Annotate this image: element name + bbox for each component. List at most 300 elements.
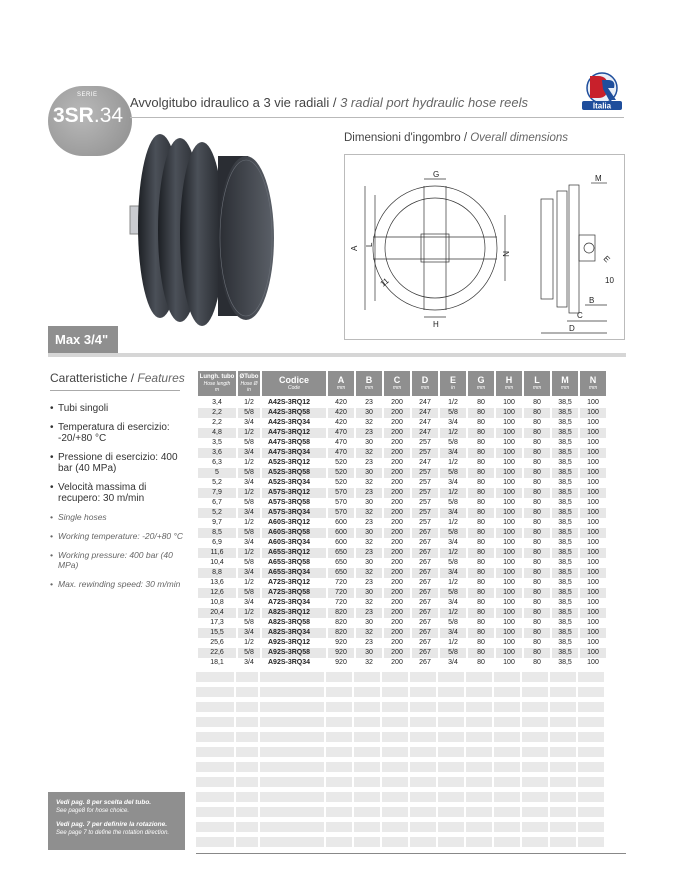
empty-cell — [382, 792, 408, 802]
empty-cell — [522, 717, 548, 727]
cell-d: 257 — [419, 479, 431, 486]
empty-cell — [196, 777, 234, 787]
cell-m: 38,5 — [558, 639, 572, 646]
empty-cell — [260, 747, 324, 757]
cell-a: 470 — [328, 428, 354, 438]
column-header-label: G — [477, 375, 485, 385]
column-header-sublabel: mm — [476, 385, 486, 391]
cell-code: A92S-3RQ34 — [268, 659, 311, 666]
cell-hose-length: 2,2 — [212, 419, 222, 426]
column-header-sublabel: mm — [420, 385, 430, 391]
empty-cell — [236, 717, 258, 727]
cell-a: 720 — [328, 588, 354, 598]
column-header-label: Codice — [278, 375, 309, 385]
cell-l: 80 — [533, 459, 541, 466]
empty-cell — [236, 837, 258, 847]
cell-h: 100 — [503, 639, 515, 646]
cell-g: 80 — [468, 628, 494, 638]
dimensions-title-italian: Dimensioni d'ingombro — [344, 132, 461, 144]
cell-g: 80 — [477, 499, 485, 506]
cell-b: 30 — [356, 408, 382, 418]
empty-cell — [196, 807, 234, 817]
cell-l: 80 — [524, 588, 550, 598]
cell-hose-length: 22,6 — [198, 648, 236, 658]
cell-h: 100 — [496, 408, 522, 418]
cell-d: 267 — [412, 628, 438, 638]
column-header-e — [440, 371, 466, 398]
cell-b: 23 — [365, 459, 373, 466]
cell-l: 80 — [524, 648, 550, 658]
feature-item-english: • Single hoses — [50, 512, 185, 522]
column-header-sublabel: mm — [504, 385, 514, 391]
empty-row — [196, 822, 604, 832]
empty-cell — [550, 777, 576, 787]
empty-cell — [410, 702, 436, 712]
empty-cell — [410, 732, 436, 742]
empty-cell — [578, 732, 604, 742]
empty-cell — [466, 807, 492, 817]
empty-cell — [382, 732, 408, 742]
cell-n: 100 — [587, 599, 599, 606]
empty-cell — [494, 702, 520, 712]
cell-a: 820 — [328, 628, 354, 638]
table-row — [198, 648, 606, 658]
cell-h: 100 — [503, 419, 515, 426]
series-label: SERIE — [77, 92, 98, 98]
cell-e: 5/8 — [448, 619, 458, 626]
cell-m: 38,5 — [558, 499, 572, 506]
cell-d: 257 — [412, 448, 438, 458]
cell-e: 1/2 — [440, 428, 466, 438]
empty-cell — [382, 747, 408, 757]
cell-n: 100 — [587, 399, 599, 406]
empty-cell — [354, 837, 380, 847]
cell-code: A82S-3RQ34 — [262, 628, 326, 638]
column-header-unit: m — [214, 387, 220, 393]
features-title — [50, 371, 185, 385]
cell-e: 3/4 — [448, 659, 458, 666]
cell-n: 100 — [580, 408, 606, 418]
cell-m: 38,5 — [558, 559, 572, 566]
cell-c: 200 — [391, 579, 403, 586]
cell-e: 3/4 — [448, 599, 458, 606]
column-header-l — [524, 371, 550, 398]
cell-code: A52S-3RQ34 — [268, 479, 311, 486]
cell-m: 38,5 — [552, 608, 578, 618]
cell-c: 200 — [384, 648, 410, 658]
cell-g: 80 — [477, 459, 485, 466]
cell-g: 80 — [468, 548, 494, 558]
table-row — [198, 628, 606, 638]
cell-code: A47S-3RQ12 — [262, 428, 326, 438]
cell-hose-length: 10,4 — [210, 559, 224, 566]
cell-hose-diameter: 3/4 — [244, 599, 254, 606]
cell-h: 100 — [496, 628, 522, 638]
reel-face — [218, 156, 274, 320]
empty-cell — [196, 687, 234, 697]
dim-label-m: M — [595, 174, 602, 183]
features-list — [50, 403, 185, 598]
cell-h: 100 — [503, 659, 515, 666]
title-separator: / — [332, 95, 337, 110]
note-hose-choice-english: See page8 for hose choice. — [56, 808, 130, 814]
empty-cell — [522, 732, 548, 742]
table-row — [198, 548, 606, 558]
table-row — [198, 428, 606, 438]
table-row — [198, 618, 606, 628]
cell-code: A42S-3RQ12 — [268, 399, 311, 406]
empty-cell — [578, 792, 604, 802]
empty-cell — [494, 762, 520, 772]
cell-g: 80 — [477, 559, 485, 566]
cell-a: 520 — [328, 468, 354, 478]
cell-hose-length: 13,6 — [210, 579, 224, 586]
cell-c: 200 — [391, 459, 403, 466]
cell-a: 820 — [335, 619, 347, 626]
cell-b: 23 — [356, 428, 382, 438]
cell-hose-length: 20,4 — [198, 608, 236, 618]
column-header-label: D — [421, 375, 429, 385]
cell-code: A47S-3RQ58 — [268, 439, 311, 446]
cell-code: A52S-3RQ12 — [268, 459, 311, 466]
empty-cell — [466, 747, 492, 757]
dim-label-b: B — [589, 296, 595, 305]
empty-cell — [550, 702, 576, 712]
cell-n: 100 — [580, 488, 606, 498]
empty-cell — [466, 672, 492, 682]
cell-a: 820 — [328, 608, 354, 618]
cell-g: 80 — [468, 488, 494, 498]
cell-l: 80 — [533, 619, 541, 626]
empty-cell — [522, 747, 548, 757]
cell-c: 200 — [384, 408, 410, 418]
column-header-c — [384, 371, 410, 398]
empty-cell — [326, 792, 352, 802]
cell-d: 267 — [419, 579, 431, 586]
cell-hose-length: 15,5 — [198, 628, 236, 638]
cell-m: 38,5 — [552, 568, 578, 578]
cell-g: 80 — [477, 399, 485, 406]
cell-b: 30 — [356, 468, 382, 478]
cell-d: 257 — [419, 499, 431, 506]
empty-cell — [196, 702, 234, 712]
cell-hose-diameter: 3/4 — [244, 539, 254, 546]
table-row — [198, 638, 606, 648]
empty-cell — [236, 732, 258, 742]
cell-hose-length: 3,4 — [212, 399, 222, 406]
cell-g: 80 — [468, 448, 494, 458]
cell-hose-diameter: 1/2 — [238, 608, 260, 618]
cell-d: 267 — [419, 659, 431, 666]
cell-a: 420 — [335, 399, 347, 406]
table-row — [198, 468, 606, 478]
cell-e: 1/2 — [440, 608, 466, 618]
cell-hose-length: 9,7 — [212, 519, 222, 526]
cell-c: 200 — [391, 439, 403, 446]
cell-n: 100 — [580, 648, 606, 658]
cell-m: 38,5 — [552, 448, 578, 458]
table-row — [198, 478, 606, 488]
cell-m: 38,5 — [552, 588, 578, 598]
cell-g: 80 — [477, 479, 485, 486]
cell-e: 1/2 — [448, 459, 458, 466]
dim-label-d: D — [569, 324, 575, 333]
cell-b: 32 — [365, 659, 373, 666]
cell-d: 267 — [419, 539, 431, 546]
cell-h: 100 — [503, 579, 515, 586]
cell-d: 257 — [419, 439, 431, 446]
cell-code: A72S-3RQ12 — [268, 579, 311, 586]
column-header-g — [468, 371, 494, 398]
title-english: 3 radial port hydraulic hose reels — [340, 95, 528, 110]
column-header-unit: in — [247, 387, 251, 393]
cell-h: 100 — [496, 468, 522, 478]
empty-row — [196, 672, 604, 682]
cell-m: 38,5 — [552, 648, 578, 658]
cell-a: 420 — [335, 419, 347, 426]
empty-cell — [382, 822, 408, 832]
empty-cell — [494, 717, 520, 727]
features-title-english: Features — [137, 371, 185, 385]
cell-m: 38,5 — [558, 619, 572, 626]
cell-e: 5/8 — [448, 559, 458, 566]
cell-g: 80 — [468, 588, 494, 598]
cell-c: 200 — [384, 628, 410, 638]
cell-g: 80 — [468, 648, 494, 658]
title-divider — [130, 117, 624, 118]
table-row — [198, 508, 606, 518]
column-header-a — [328, 371, 354, 398]
column-header-n — [580, 371, 606, 398]
cell-code: A57S-3RQ58 — [268, 499, 311, 506]
empty-cell — [382, 717, 408, 727]
cell-b: 23 — [365, 639, 373, 646]
empty-cell — [236, 762, 258, 772]
cell-l: 80 — [524, 488, 550, 498]
cell-b: 23 — [356, 488, 382, 498]
empty-cell — [522, 837, 548, 847]
empty-cell — [410, 687, 436, 697]
cell-e: 1/2 — [448, 519, 458, 526]
empty-table-rows — [196, 672, 604, 852]
series-code-bold: 3SR — [53, 104, 94, 127]
empty-cell — [550, 687, 576, 697]
cell-code: A82S-3RQ58 — [268, 619, 311, 626]
empty-cell — [326, 717, 352, 727]
cell-n: 100 — [587, 439, 599, 446]
column-header-sublabel: mm — [336, 385, 346, 391]
empty-cell — [494, 672, 520, 682]
cell-l: 80 — [524, 528, 550, 538]
empty-cell — [466, 702, 492, 712]
cell-e: 5/8 — [440, 528, 466, 538]
cell-d: 267 — [412, 548, 438, 558]
cell-e: 5/8 — [440, 468, 466, 478]
cell-code: A47S-3RQ34 — [262, 448, 326, 458]
empty-cell — [494, 777, 520, 787]
cell-b: 32 — [356, 448, 382, 458]
cell-h: 100 — [496, 508, 522, 518]
cell-g: 80 — [477, 659, 485, 666]
empty-cell — [494, 792, 520, 802]
cell-d: 267 — [412, 588, 438, 598]
cell-h: 100 — [496, 588, 522, 598]
cell-hose-length: 6,9 — [212, 539, 222, 546]
cell-a: 470 — [328, 448, 354, 458]
cell-d: 267 — [419, 639, 431, 646]
empty-cell — [382, 807, 408, 817]
empty-cell — [196, 672, 234, 682]
cell-b: 32 — [365, 599, 373, 606]
table-row — [198, 588, 606, 598]
cell-m: 38,5 — [552, 508, 578, 518]
cell-a: 720 — [335, 599, 347, 606]
feature-item-english: • Max. rewinding speed: 30 m/min — [50, 579, 185, 589]
column-header-label: B — [365, 375, 373, 385]
empty-cell — [382, 777, 408, 787]
cell-b: 32 — [356, 568, 382, 578]
cell-d: 247 — [419, 419, 431, 426]
empty-cell — [196, 792, 234, 802]
column-header-label: M — [561, 375, 569, 385]
column-header-sublabel: mm — [560, 385, 570, 391]
cell-a: 600 — [328, 528, 354, 538]
column-header-label: C — [393, 375, 401, 385]
cell-h: 100 — [496, 608, 522, 618]
table-row — [198, 538, 606, 548]
cell-a: 720 — [335, 579, 347, 586]
empty-cell — [494, 687, 520, 697]
empty-cell — [522, 792, 548, 802]
empty-cell — [410, 762, 436, 772]
cell-l: 80 — [533, 399, 541, 406]
cell-e: 3/4 — [448, 479, 458, 486]
cell-code: A52S-3RQ58 — [262, 468, 326, 478]
empty-cell — [196, 747, 234, 757]
table-row — [198, 578, 606, 588]
empty-cell — [438, 687, 464, 697]
empty-cell — [494, 732, 520, 742]
cell-b: 30 — [356, 588, 382, 598]
cell-l: 80 — [533, 519, 541, 526]
cell-g: 80 — [477, 619, 485, 626]
cell-l: 80 — [533, 559, 541, 566]
cell-g: 80 — [477, 419, 485, 426]
cell-c: 200 — [391, 499, 403, 506]
cell-h: 100 — [496, 548, 522, 558]
cell-l: 80 — [524, 508, 550, 518]
cell-hose-length: 5 — [198, 468, 236, 478]
cell-c: 200 — [384, 588, 410, 598]
cell-e: 1/2 — [448, 579, 458, 586]
cell-a: 570 — [335, 499, 347, 506]
cell-l: 80 — [533, 439, 541, 446]
cell-d: 247 — [419, 459, 431, 466]
table-row — [198, 658, 606, 668]
cell-n: 100 — [587, 519, 599, 526]
empty-row — [196, 792, 604, 802]
cell-hose-length: 17,3 — [210, 619, 224, 626]
cell-c: 200 — [391, 419, 403, 426]
empty-cell — [236, 702, 258, 712]
empty-cell — [466, 837, 492, 847]
empty-cell — [522, 702, 548, 712]
cell-c: 200 — [384, 548, 410, 558]
cell-l: 80 — [533, 499, 541, 506]
cell-e: 3/4 — [448, 419, 458, 426]
cell-d: 267 — [419, 599, 431, 606]
table-row — [198, 608, 606, 618]
empty-cell — [466, 822, 492, 832]
empty-cell — [354, 702, 380, 712]
cell-n: 100 — [587, 499, 599, 506]
cell-g: 80 — [477, 539, 485, 546]
cell-c: 200 — [391, 599, 403, 606]
cell-g: 80 — [477, 519, 485, 526]
cell-hose-diameter: 5/8 — [244, 499, 254, 506]
empty-row — [196, 687, 604, 697]
column-header-sublabel: Hose length — [203, 381, 231, 387]
cell-g: 80 — [468, 528, 494, 538]
cell-g: 80 — [477, 599, 485, 606]
column-header-sublabel: mm — [532, 385, 542, 391]
cell-n: 100 — [580, 608, 606, 618]
empty-cell — [196, 822, 234, 832]
cell-hose-length: 10,8 — [210, 599, 224, 606]
cell-hose-diameter: 3/4 — [238, 568, 260, 578]
empty-cell — [550, 717, 576, 727]
cell-hose-diameter: 1/2 — [244, 639, 254, 646]
cell-g: 80 — [468, 568, 494, 578]
empty-cell — [578, 717, 604, 727]
cell-d: 257 — [412, 488, 438, 498]
cell-hose-diameter: 5/8 — [238, 408, 260, 418]
dimensions-title-separator: / — [463, 132, 468, 144]
empty-cell — [410, 717, 436, 727]
cell-l: 80 — [524, 628, 550, 638]
cell-hose-length: 8,8 — [198, 568, 236, 578]
cell-g: 80 — [468, 408, 494, 418]
cell-a: 420 — [328, 408, 354, 418]
cell-b: 30 — [365, 619, 373, 626]
column-header-h — [496, 371, 522, 398]
cell-hose-length: 6,7 — [212, 499, 222, 506]
empty-cell — [326, 822, 352, 832]
empty-cell — [260, 777, 324, 787]
empty-cell — [438, 717, 464, 727]
cell-hose-diameter: 1/2 — [244, 399, 254, 406]
empty-row — [196, 777, 604, 787]
cell-h: 100 — [503, 399, 515, 406]
empty-row — [196, 747, 604, 757]
cell-d: 267 — [412, 568, 438, 578]
empty-cell — [438, 732, 464, 742]
cell-hose-diameter: 5/8 — [238, 468, 260, 478]
cell-n: 100 — [580, 508, 606, 518]
empty-cell — [578, 747, 604, 757]
cell-code: A82S-3RQ12 — [262, 608, 326, 618]
empty-cell — [550, 792, 576, 802]
cell-h: 100 — [496, 488, 522, 498]
empty-cell — [522, 822, 548, 832]
cell-h: 100 — [496, 648, 522, 658]
empty-cell — [550, 837, 576, 847]
cell-hose-length: 3,6 — [198, 448, 236, 458]
cell-b: 30 — [356, 648, 382, 658]
empty-cell — [494, 807, 520, 817]
cell-g: 80 — [468, 468, 494, 478]
cell-n: 100 — [587, 559, 599, 566]
